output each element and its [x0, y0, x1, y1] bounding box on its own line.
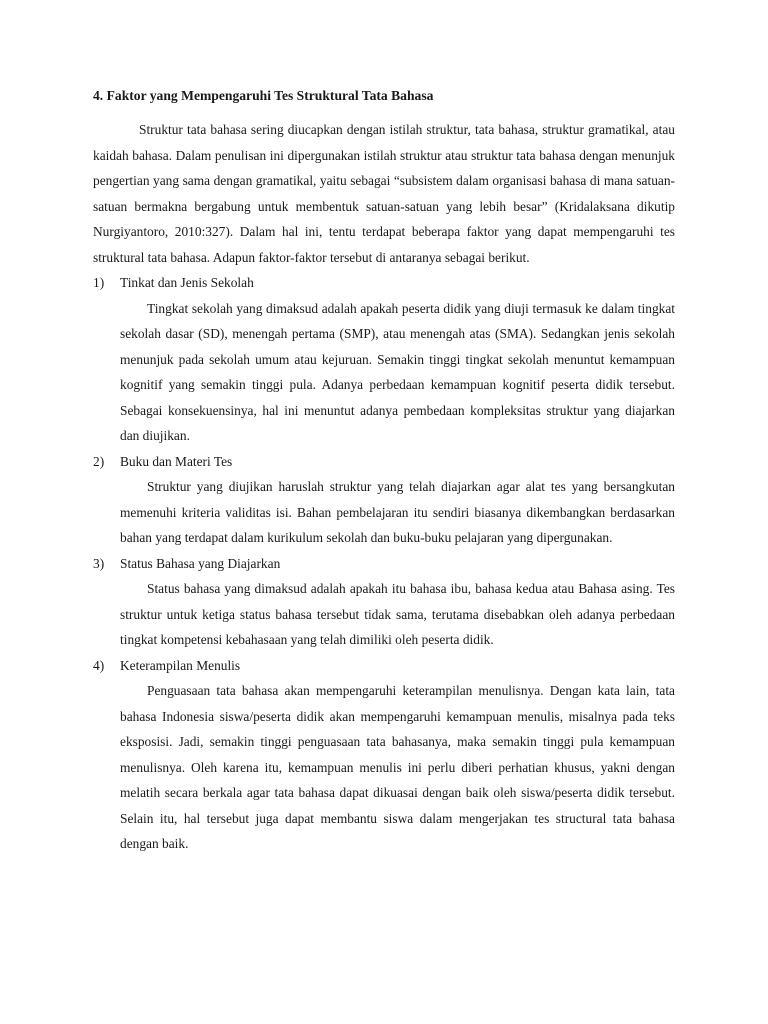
list-item-number: 4)	[93, 657, 105, 673]
document-page	[93, 86, 675, 857]
list-item-title: Status Bahasa yang Diajarkan	[120, 555, 281, 571]
list-item-number: 1)	[93, 275, 105, 290]
section-heading: 4. Faktor yang Mempengaruhi Tes Struktural Tata Bahasa	[93, 88, 434, 103]
list-item	[93, 551, 675, 653]
list-item-title: Tinkat dan Jenis Sekolah	[120, 275, 254, 290]
list-item-body: Penguasaan tata bahasa akan mempengaruhi keterampilan menulisnya. Dengan kata lain, tata bahasa Indonesia siswa/peserta didik akan mempengaruhi kemampuan menulis, misalnya pada teks eksposisi. Jadi, semakin tinggi penguasaan tata bahasanya, maka semakin tinggi pula kemampuan menulisnya. Oleh karena itu, kemampuan menulis ini perlu diberi perhatian khusus, yakni dengan melatih secara berkala agar tata bahasa dapat dikuasai dengan baik oleh siswa/peserta didik tersebut. Selain itu, hal tersebut juga dapat membantu siswa dalam mengerjakan tes structural tata bahasa dengan baik.	[120, 683, 675, 851]
list-item-body: Struktur yang diujikan haruslah struktur yang telah diajarkan agar alat tes yang bersangkutan memenuhi kriteria validitas isi. Bahan pembelajaran itu sendiri biasanya dikembangkan berdasarkan bahan yang terdapat dalam kurikulum sekolah dan buku-buku pelajaran yang dipergunakan.	[120, 479, 675, 545]
list-item	[93, 653, 675, 857]
list-item-number: 3)	[93, 555, 105, 571]
list-item-header	[93, 449, 675, 475]
list-item	[93, 270, 675, 449]
list-item-number: 2)	[93, 453, 105, 469]
list-item-header	[93, 653, 675, 679]
list-item-title: Keterampilan Menulis	[120, 657, 241, 673]
intro-paragraph: Struktur tata bahasa sering diucapkan dengan istilah struktur, tata bahasa, struktur gramatikal, atau kaidah bahasa. Dalam penulisan ini dipergunakan istilah struktur atau struktur tata bahasa dengan menunjuk pengertian yang sama dengan gramatikal, yaitu sebagai “subsistem dalam organisasi bahasa di mana satuan-satuan bermakna bergabung untuk membentuk satuan-satuan yang lebih besar” (Kridalaksana dikutip Nurgiyantoro, 2010:327). Dalam hal ini, tentu terdapat beberapa faktor yang dapat mempengaruhi tes struktural tata bahasa. Adapun faktor-faktor tersebut di antaranya sebagai berikut.	[93, 122, 675, 265]
list-item-title: Buku dan Materi Tes	[120, 453, 233, 469]
list-item-header	[93, 270, 675, 296]
list-item	[93, 449, 675, 551]
list-item-header	[93, 551, 675, 577]
list-item-body: Tingkat sekolah yang dimaksud adalah apakah peserta didik yang diuji termasuk ke dalam tingkat sekolah dasar (SD), menengah pertama (SMP), atau menengah atas (SMA). Sedangkan jenis sekolah menunjuk pada sekolah umum atau kejuruan. Semakin tinggi tingkat sekolah menuntut kemampuan kognitif yang semakin tinggi pula. Adanya perbedaan kemampuan kognitif peserta didik tersebut. Sebagai konsekuensinya, hal ini menuntut adanya pembedaan kompleksitas struktur yang diajarkan dan diujikan.	[120, 300, 675, 443]
list-item-body: Status bahasa yang dimaksud adalah apakah itu bahasa ibu, bahasa kedua atau Bahasa asing. Tes struktur untuk ketiga status bahasa tersebut tidak sama, terutama disebabkan oleh adanya perbedaan tingkat kompetensi kebahasaan yang telah dimiliki oleh peserta didik.	[120, 581, 675, 647]
